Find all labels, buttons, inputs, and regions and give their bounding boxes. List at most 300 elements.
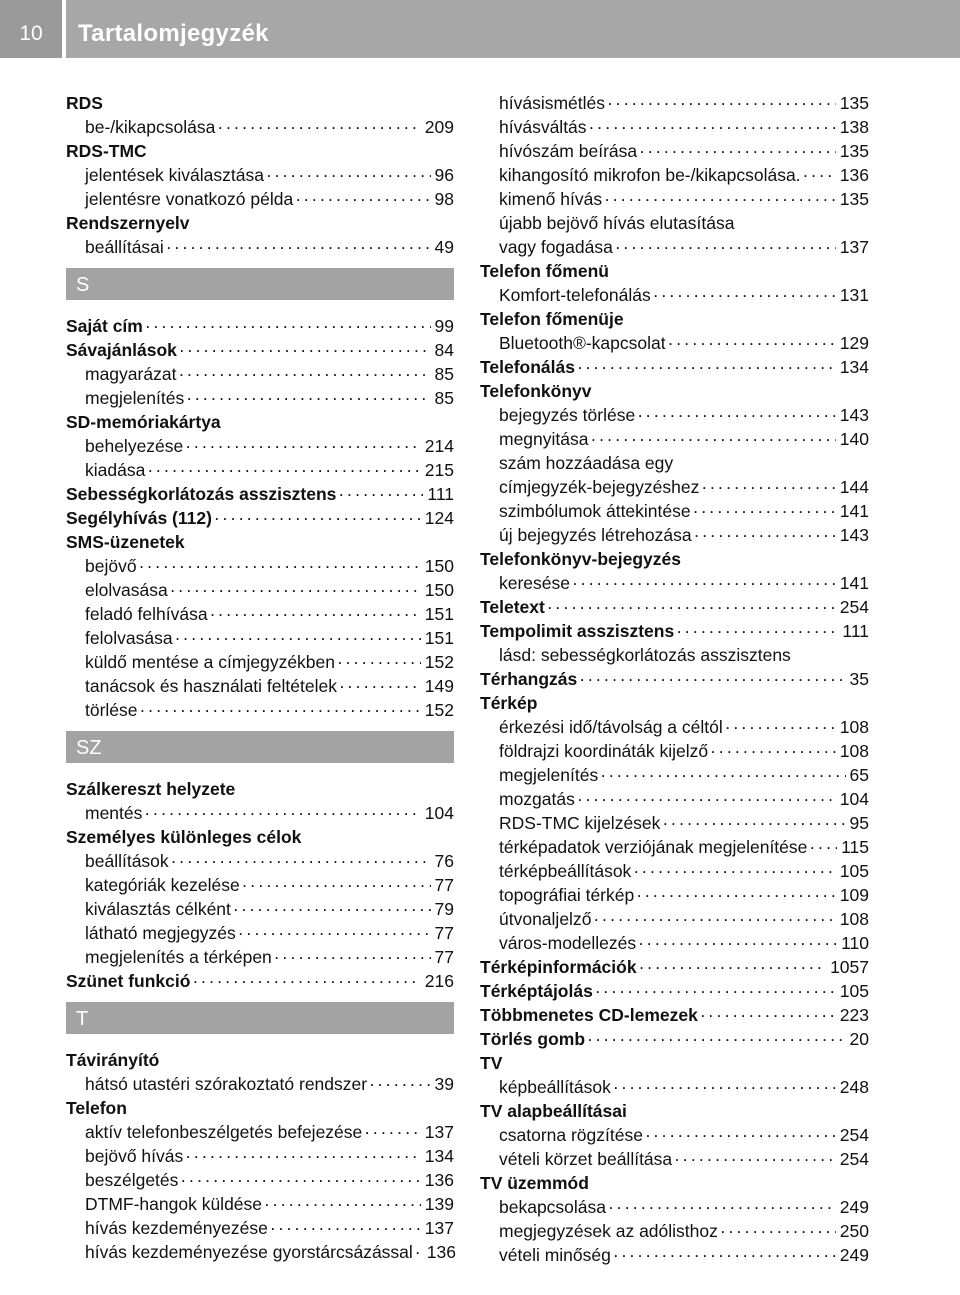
index-subentry — [66, 801, 454, 825]
index-keyword — [480, 379, 869, 403]
index-entry-text: új bejegyzés létrehozása — [499, 525, 692, 545]
index-subentry — [66, 674, 454, 698]
index-subentry — [480, 643, 869, 667]
index-subentry — [66, 554, 454, 578]
index-entry-text: magyarázat — [85, 364, 177, 384]
dot-leader — [587, 1027, 846, 1051]
index-subentry — [66, 1240, 454, 1264]
index-entry-line — [499, 187, 869, 211]
index-subentry — [66, 163, 454, 187]
dot-leader — [595, 979, 836, 1003]
index-entry-line — [66, 777, 454, 801]
index-keyword — [480, 595, 869, 619]
dot-leader — [217, 115, 420, 139]
index-entry-text: látható megjegyzés — [85, 923, 236, 943]
dot-leader — [210, 602, 421, 626]
index-keyword — [66, 777, 454, 801]
index-subentry — [480, 907, 869, 931]
index-subentry — [480, 163, 869, 187]
index-page-number: 216 — [424, 971, 454, 991]
index-entry-text: beállítások — [85, 851, 169, 871]
index-subentry — [480, 835, 869, 859]
index-page-number: 135 — [839, 189, 869, 209]
index-subentry — [480, 859, 869, 883]
index-keyword — [480, 1003, 869, 1027]
index-keyword — [66, 969, 454, 993]
index-keyword — [480, 1171, 869, 1195]
dot-leader — [145, 314, 431, 338]
dot-leader — [720, 1219, 836, 1243]
index-entry-line — [499, 835, 869, 859]
dot-leader — [364, 1120, 421, 1144]
index-entry-text: kihangosító mikrofon be-/kikapcsolása. — [499, 165, 801, 185]
index-keyword — [66, 1048, 454, 1072]
index-page-number: 254 — [839, 1125, 869, 1145]
index-entry-line — [480, 1027, 869, 1051]
index-subentry — [480, 811, 869, 835]
index-entry-line — [85, 897, 454, 921]
index-entry-text: Telefonkönyv-bejegyzés — [480, 549, 681, 569]
index-entry-text: Térhangzás — [480, 669, 578, 689]
index-page-number: 134 — [424, 1146, 454, 1166]
index-entry-line — [499, 571, 869, 595]
index-keyword — [480, 691, 869, 715]
index-subentry — [480, 187, 869, 211]
index-entry-line — [85, 554, 454, 578]
index-entry-line — [499, 115, 869, 139]
index-subentry — [66, 897, 454, 921]
index-entry-text: földrajzi koordináták kijelző — [499, 741, 709, 761]
index-page-number: 1057 — [830, 957, 869, 977]
index-entry-line — [85, 458, 454, 482]
index-subentry — [66, 1120, 454, 1144]
index-entry-text: Szünet funkció — [66, 971, 191, 991]
index-entry-line — [85, 945, 454, 969]
index-page-number: 76 — [434, 851, 454, 871]
index-subentry — [66, 578, 454, 602]
index-page-number: 151 — [424, 604, 454, 624]
index-entry-line — [499, 331, 869, 355]
index-entry-text: Térképtájolás — [480, 981, 593, 1001]
index-entry-line — [85, 650, 454, 674]
index-keyword — [480, 355, 869, 379]
index-entry-line — [499, 715, 869, 739]
index-entry-text: SD-memóriakártya — [66, 412, 221, 432]
index-entry-text: szám hozzáadása egy — [499, 453, 674, 473]
dot-leader — [415, 1240, 423, 1264]
index-entry-text: TV alapbeállításai — [480, 1101, 627, 1121]
dot-leader — [600, 763, 845, 787]
index-entry-line — [499, 235, 869, 259]
index-entry-line — [499, 859, 869, 883]
index-keyword — [66, 506, 454, 530]
index-entry-line — [85, 801, 454, 825]
dot-leader — [694, 523, 836, 547]
index-subentry — [480, 91, 869, 115]
dot-leader — [593, 907, 835, 931]
index-entry-text: vételi minőség — [499, 1245, 611, 1265]
index-page-number: 250 — [839, 1221, 869, 1241]
index-page-number: 134 — [839, 357, 869, 377]
index-entry-text: megjelenítés a térképen — [85, 947, 272, 967]
index-page-number: 138 — [839, 117, 869, 137]
index-entry-line — [499, 931, 869, 955]
index-subentry — [480, 499, 869, 523]
page-number: 10 — [0, 0, 62, 58]
index-entry-line — [499, 91, 869, 115]
index-page-number: 254 — [839, 597, 869, 617]
index-entry-line — [499, 643, 869, 667]
index-entry-text: megjegyzések az adólisthoz — [499, 1221, 718, 1241]
index-entry-text: RDS-TMC kijelzések — [499, 813, 661, 833]
dot-leader — [674, 1147, 836, 1171]
index-entry-line — [66, 211, 454, 235]
index-subentry — [480, 739, 869, 763]
index-keyword — [66, 338, 454, 362]
index-entry-line — [499, 1195, 869, 1219]
index-entry-line — [499, 1219, 869, 1243]
index-entry-text: RDS-TMC — [66, 141, 147, 161]
dot-leader — [175, 626, 421, 650]
dot-leader — [633, 859, 835, 883]
index-entry-text: Telefonálás — [480, 357, 575, 377]
dot-leader — [645, 1123, 836, 1147]
index-page-number: 108 — [839, 909, 869, 929]
index-page-number: 150 — [424, 556, 454, 576]
dot-leader — [701, 475, 835, 499]
index-letter-heading: SZ — [66, 731, 454, 763]
index-letter-heading: S — [66, 268, 454, 300]
index-entry-line — [85, 115, 454, 139]
index-entry-text: RDS — [66, 93, 103, 113]
index-page-number: 214 — [424, 436, 454, 456]
index-page-number: 136 — [839, 165, 869, 185]
index-entry-line — [499, 1147, 869, 1171]
dot-leader — [171, 849, 431, 873]
index-subentry — [480, 571, 869, 595]
index-entry-line — [499, 811, 869, 835]
index-page-number: 111 — [427, 484, 454, 504]
dot-leader — [147, 458, 420, 482]
index-entry-text: DTMF-hangok küldése — [85, 1194, 263, 1214]
index-entry-line — [499, 163, 869, 187]
index-entry-line — [480, 259, 869, 283]
index-subentry — [66, 187, 454, 211]
index-entry-line — [66, 139, 454, 163]
index-entry-text: beszélgetés — [85, 1170, 179, 1190]
index-page-number: 141 — [839, 501, 869, 521]
index-entry-text: Telefonkönyv — [480, 381, 592, 401]
index-entry-line — [499, 763, 869, 787]
dot-leader — [653, 283, 836, 307]
dot-leader — [139, 554, 421, 578]
index-entry-text: topográfiai térkép — [499, 885, 635, 905]
index-subentry — [480, 451, 869, 475]
index-entry-text: Tempolimit asszisztens — [480, 621, 675, 641]
index-entry-text: bejövő hívás — [85, 1146, 184, 1166]
index-entry-text: érkezési idő/távolság a céltól — [499, 717, 723, 737]
index-subentry — [480, 1219, 869, 1243]
index-entry-text: Törlés gomb — [480, 1029, 586, 1049]
index-entry-line — [85, 674, 454, 698]
index-page-number: 139 — [424, 1194, 454, 1214]
index-keyword — [480, 307, 869, 331]
index-entry-text: térképbeállítások — [499, 861, 632, 881]
dot-leader — [668, 331, 836, 355]
index-entry-text: SMS-üzenetek — [66, 532, 185, 552]
index-subentry — [480, 235, 869, 259]
index-keyword — [480, 955, 869, 979]
index-subentry — [66, 602, 454, 626]
index-entry-line — [480, 619, 869, 643]
index-subentry — [480, 931, 869, 955]
index-entry-line — [480, 1003, 869, 1027]
index-entry-text: jelentések kiválasztása — [85, 165, 264, 185]
index-entry-line — [66, 338, 454, 362]
index-keyword — [66, 482, 454, 506]
index-entry-line — [499, 739, 869, 763]
index-entry-text: hívószám beírása — [499, 141, 638, 161]
index-entry-text: bekapcsolása — [499, 1197, 607, 1217]
index-entry-text: hátsó utastéri szórakoztató rendszer — [85, 1074, 368, 1094]
index-subentry — [480, 1195, 869, 1219]
dot-leader — [589, 115, 836, 139]
index-page-number: 144 — [839, 477, 869, 497]
index-subentry — [480, 883, 869, 907]
index-entry-line — [85, 1144, 454, 1168]
index-entry-text: megjelenítés — [499, 765, 599, 785]
index-entry-line — [66, 1048, 454, 1072]
index-entry-line — [499, 499, 869, 523]
index-page-number: 110 — [841, 933, 869, 953]
dot-leader — [179, 338, 431, 362]
index-entry-text: képbeállítások — [499, 1077, 611, 1097]
index-entry-text: Távirányító — [66, 1050, 160, 1070]
index-entry-text: megjelenítés — [85, 388, 185, 408]
dot-leader — [166, 235, 431, 259]
index-page-number: 85 — [434, 388, 454, 408]
dot-leader — [693, 499, 836, 523]
index-entry-text: bejövő — [85, 556, 137, 576]
index-subentry — [66, 698, 454, 722]
index-keyword — [66, 91, 454, 115]
index-entry-line — [66, 506, 454, 530]
index-page-number: 105 — [839, 981, 869, 1001]
dot-leader — [591, 427, 836, 451]
index-entry-line — [480, 355, 869, 379]
index-entry-text: Bluetooth®-kapcsolat — [499, 333, 666, 353]
index-keyword — [480, 979, 869, 1003]
index-subentry — [480, 283, 869, 307]
index-entry-line — [480, 1099, 869, 1123]
index-entry-text: Térképinformációk — [480, 957, 637, 977]
dot-leader — [803, 163, 836, 187]
dot-leader — [242, 873, 431, 897]
index-entry-text: város-modellezés — [499, 933, 637, 953]
index-page-number: 151 — [424, 628, 454, 648]
dot-leader — [662, 811, 845, 835]
index-entry-line — [85, 362, 454, 386]
index-keyword — [480, 619, 869, 643]
index-page-number: 77 — [434, 923, 454, 943]
index-subentry — [480, 787, 869, 811]
index-page-number: 152 — [424, 700, 454, 720]
dot-leader — [638, 931, 837, 955]
index-entry-text: elolvasása — [85, 580, 168, 600]
index-page-number: 39 — [434, 1074, 454, 1094]
index-keyword — [480, 667, 869, 691]
index-subentry — [66, 386, 454, 410]
dot-leader — [144, 801, 420, 825]
index-page-number: 254 — [839, 1149, 869, 1169]
index-subentry — [66, 873, 454, 897]
index-entry-text: Szálkereszt helyzete — [66, 779, 236, 799]
index-page-number: 136 — [424, 1170, 454, 1190]
index-subentry — [66, 626, 454, 650]
index-entry-line — [480, 595, 869, 619]
index-entry-line — [66, 1096, 454, 1120]
index-page-number: 108 — [839, 717, 869, 737]
index-entry-line — [480, 307, 869, 331]
dot-leader — [547, 595, 836, 619]
dot-leader — [572, 571, 836, 595]
index-entry-text: vagy fogadása — [499, 237, 613, 257]
index-entry-text: be-/kikapcsolása — [85, 117, 216, 137]
index-entry-line — [499, 1123, 869, 1147]
index-keyword — [480, 1051, 869, 1075]
index-entry-line — [480, 979, 869, 1003]
index-page-number: 49 — [434, 237, 454, 257]
index-page-number: 77 — [434, 875, 454, 895]
dot-leader — [238, 921, 431, 945]
index-page-number: 150 — [424, 580, 454, 600]
index-subentry — [480, 715, 869, 739]
dot-leader — [185, 1144, 421, 1168]
index-entry-text: lásd: sebességkorlátozás asszisztens — [499, 645, 791, 665]
index-entry-line — [480, 547, 869, 571]
dot-leader — [192, 969, 420, 993]
index-entry-line — [66, 969, 454, 993]
index-page-number: 136 — [426, 1242, 456, 1262]
index-entry-text: Telefon főmenü — [480, 261, 609, 281]
index-entry-line — [85, 873, 454, 897]
index-entry-text: kimenő hívás — [499, 189, 603, 209]
index-keyword — [66, 314, 454, 338]
index-page-number: 104 — [839, 789, 869, 809]
dot-leader — [185, 434, 421, 458]
dot-leader — [274, 945, 431, 969]
index-subentry — [480, 523, 869, 547]
index-subentry — [66, 1168, 454, 1192]
dot-leader — [140, 698, 421, 722]
dot-leader — [338, 482, 423, 506]
dot-leader — [637, 403, 836, 427]
index-entry-text: mentés — [85, 803, 143, 823]
index-page-number: 105 — [839, 861, 869, 881]
index-subentry — [480, 115, 869, 139]
index-subentry — [480, 475, 869, 499]
index-entry-text: újabb bejövő hívás elutasítása — [499, 213, 735, 233]
index-entry-text: megnyitása — [499, 429, 589, 449]
index-page-number: 111 — [842, 621, 869, 641]
index-entry-text: hívás kezdeményezése gyorstárcsázással — [85, 1242, 413, 1262]
dot-leader — [613, 1075, 836, 1099]
index-entry-text: címjegyzék-bejegyzéshez — [499, 477, 700, 497]
index-page-number: 249 — [839, 1197, 869, 1217]
index-entry-line — [499, 283, 869, 307]
index-entry-line — [499, 787, 869, 811]
index-entry-text: Sebességkorlátozás asszisztens — [66, 484, 337, 504]
index-subentry — [66, 362, 454, 386]
index-page-number: 135 — [839, 93, 869, 113]
index-entry-line — [85, 187, 454, 211]
index-entry-line — [85, 1192, 454, 1216]
index-page-number: 96 — [434, 165, 454, 185]
index-entry-line — [85, 1240, 454, 1264]
index-subentry — [480, 403, 869, 427]
index-entry-text: tanácsok és használati feltételek — [85, 676, 337, 696]
dot-leader — [170, 578, 421, 602]
index-entry-text: keresése — [499, 573, 571, 593]
dot-leader — [233, 897, 431, 921]
index-entry-text: kategóriák kezelése — [85, 875, 240, 895]
index-entry-line — [480, 379, 869, 403]
index-keyword — [480, 547, 869, 571]
index-entry-line — [85, 602, 454, 626]
index-entry-text: hívás kezdeményezése — [85, 1218, 268, 1238]
dot-leader — [607, 91, 836, 115]
index-entry-text: csatorna rögzítése — [499, 1125, 643, 1145]
index-entry-line — [85, 434, 454, 458]
dot-leader — [639, 955, 826, 979]
index-entry-line — [66, 314, 454, 338]
dot-leader — [369, 1072, 430, 1096]
index-entry-line — [85, 163, 454, 187]
index-page-number: 215 — [424, 460, 454, 480]
index-entry-text: térképadatok verziójának megjelenítése — [499, 837, 808, 857]
index-entry-line — [66, 410, 454, 434]
dot-leader — [710, 739, 836, 763]
index-keyword — [480, 1027, 869, 1051]
index-entry-line — [499, 427, 869, 451]
dot-leader — [270, 1216, 421, 1240]
index-page-number: 131 — [839, 285, 869, 305]
index-entry-text: jelentésre vonatkozó példa — [85, 189, 294, 209]
index-entry-text: Komfort-telefonálás — [499, 285, 651, 305]
index-subentry — [66, 1072, 454, 1096]
index-page-number: 141 — [839, 573, 869, 593]
index-entry-line — [499, 883, 869, 907]
dot-leader — [180, 1168, 420, 1192]
index-entry-text: küldő mentése a címjegyzékben — [85, 652, 335, 672]
index-entry-text: törlése — [85, 700, 138, 720]
page-header — [0, 0, 960, 58]
index-subentry — [480, 139, 869, 163]
index-entry-text: szimbólumok áttekintése — [499, 501, 691, 521]
dot-leader — [608, 1195, 836, 1219]
dot-leader — [636, 883, 836, 907]
index-page-number: 84 — [434, 340, 454, 360]
index-page-number: 140 — [839, 429, 869, 449]
index-entry-text: Személyes különleges célok — [66, 827, 302, 847]
index-page-number: 99 — [434, 316, 454, 336]
index-entry-text: Teletext — [480, 597, 545, 617]
index-entry-text: kiadása — [85, 460, 146, 480]
index-keyword — [480, 259, 869, 283]
index-entry-line — [499, 1243, 869, 1267]
index-column-left — [66, 91, 454, 1264]
index-entry-line — [499, 403, 869, 427]
